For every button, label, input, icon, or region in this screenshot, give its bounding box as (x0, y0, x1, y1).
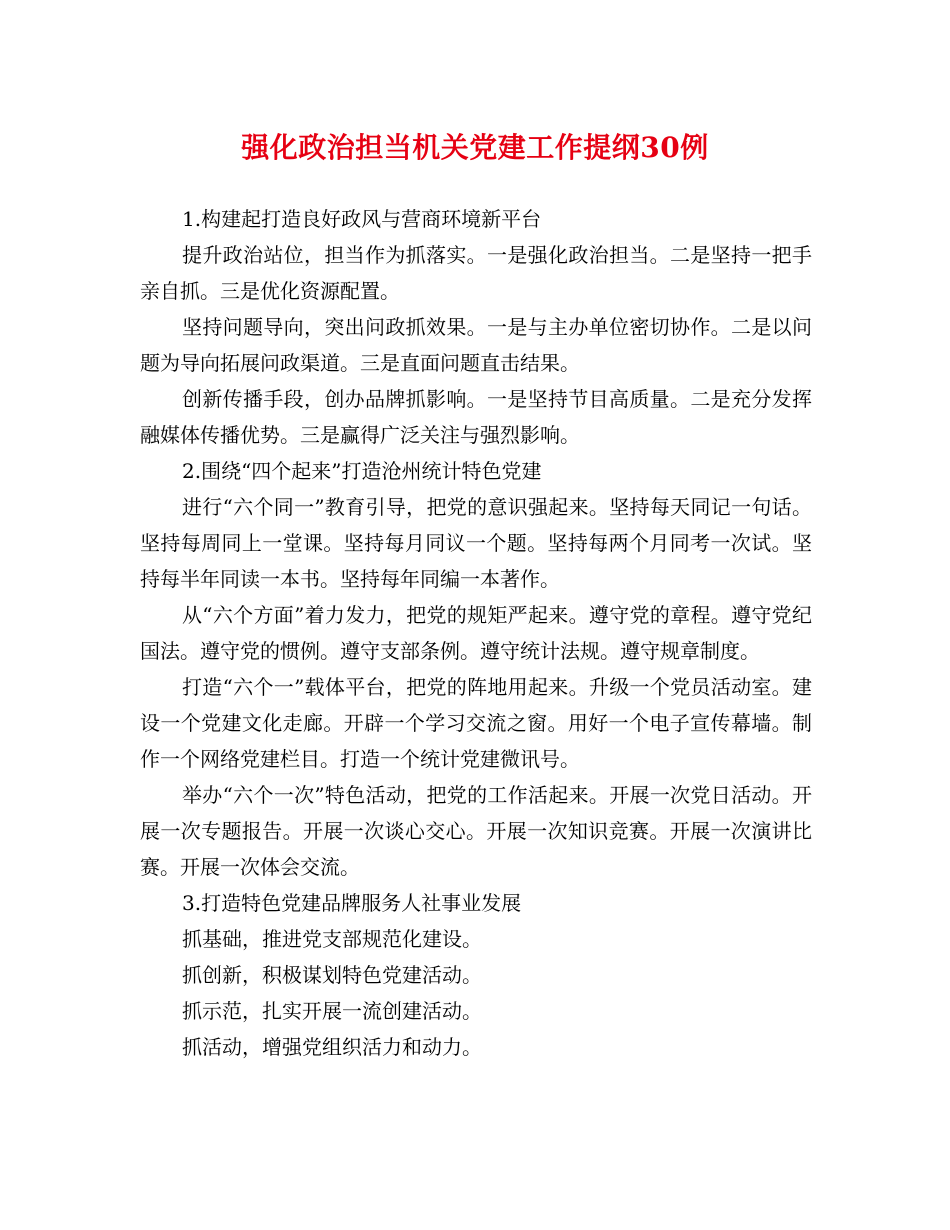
paragraph: 进行“六个同一”教育引导，把党的意识强起来。坚持每天同记一句话。坚持每周同上一堂课。坚持每月同议一个题。坚持每两个月同考一次试。坚持每半年同读一本书。坚持每年同编一本著作。 (140, 495, 812, 591)
paragraph: 提升政治站位，担当作为抓落实。一是强化政治担当。二是坚持一把手亲自抓。三是优化资源配置。 (140, 243, 812, 303)
section-heading-2: 2.围绕“四个起来”打造沧州统计特色党建 (182, 459, 542, 483)
document-title: 强化政治担当机关党建工作提纲30例 (241, 131, 709, 164)
paragraph: 创新传播手段，创办品牌抓影响。一是坚持节目高质量。二是充分发挥融媒体传播优势。三是赢得广泛关注与强烈影响。 (140, 387, 812, 447)
paragraph: 抓基础，推进党支部规范化建设。 (182, 927, 482, 951)
paragraph: 抓创新，积极谋划特色党建活动。 (182, 963, 482, 987)
paragraph: 抓活动，增强党组织活力和动力。 (182, 1035, 482, 1059)
paragraph: 抓示范，扎实开展一流创建活动。 (182, 999, 482, 1023)
section-heading-1: 1.构建起打造良好政风与营商环境新平台 (182, 207, 542, 231)
paragraph: 从“六个方面”着力发力，把党的规矩严起来。遵守党的章程。遵守党纪国法。遵守党的惯例。遵守支部条例。遵守统计法规。遵守规章制度。 (140, 603, 812, 663)
paragraph: 坚持问题导向，突出问政抓效果。一是与主办单位密切协作。二是以问题为导向拓展问政渠道。三是直面问题直击结果。 (140, 315, 812, 375)
paragraph: 举办“六个一次”特色活动，把党的工作活起来。开展一次党日活动。开展一次专题报告。开展一次谈心交心。开展一次知识竞赛。开展一次演讲比赛。开展一次体会交流。 (140, 783, 812, 879)
document-body (140, 201, 812, 1065)
paragraph: 打造“六个一”载体平台，把党的阵地用起来。升级一个党员活动室。建设一个党建文化走廊。开辟一个学习交流之窗。用好一个电子宣传幕墙。制作一个网络党建栏目。打造一个统计党建微讯号。 (140, 675, 812, 771)
section-heading-3: 3.打造特色党建品牌服务人社事业发展 (182, 891, 522, 915)
